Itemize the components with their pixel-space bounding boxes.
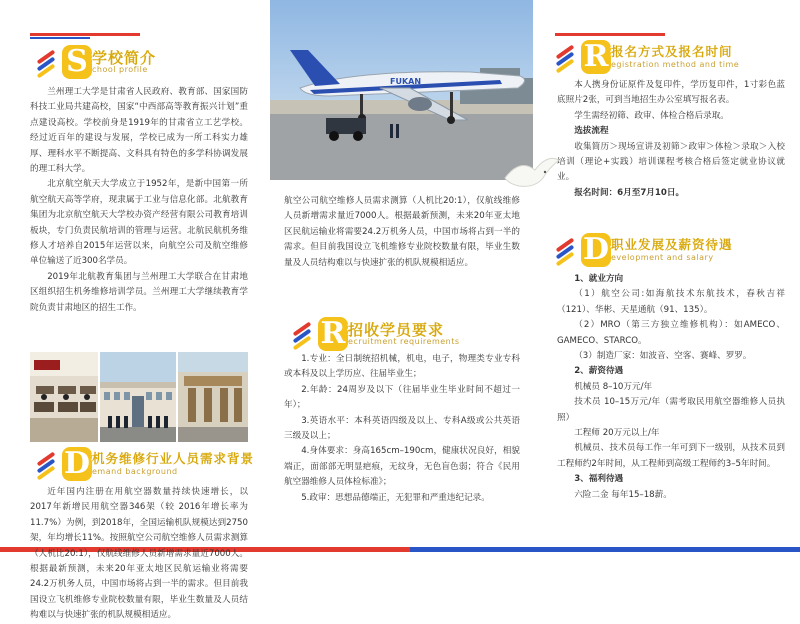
requirement-item: 3.英语水平：本科英语四级及以上、专科A级或公共英语三级及以上；: [284, 415, 520, 442]
airplane-photo: [270, 0, 533, 180]
stripes-icon: [553, 48, 579, 70]
section-initial: R: [581, 40, 611, 74]
stripes-icon: [34, 53, 60, 75]
registration-header: [553, 40, 798, 82]
section-initial: R: [318, 317, 348, 351]
top-accent-line: [555, 33, 665, 36]
stripes-icon: [553, 241, 579, 263]
paragraph: 六险二金 每年15–18薪。: [574, 489, 672, 500]
recruit-requirements: [284, 352, 520, 506]
paragraph: （1）航空公司:如海航技术东航技术，春秋吉祥（121）、华彬、天星通航（91、135）。: [557, 289, 785, 315]
requirement-item: 1.专业：全日制统招机械，机电，电子，物理类专业专科或本科及以上学历应、往届毕业生；: [284, 354, 520, 380]
paragraph: 工程师 20万元以上/年: [574, 428, 660, 439]
section-initial: S: [62, 45, 92, 79]
section-subtitle: egistration method and time: [611, 60, 740, 69]
panel-left: [0, 0, 268, 621]
section-initial: D: [63, 446, 90, 481]
paragraph: 收集简历＞现场宣讲及初筛＞政审＞体检＞录取＞入校培训（理论+实践）培训课程考核合格后签定就业协议就业。: [557, 141, 785, 183]
paragraph: 机械员 8–10万元/年: [574, 381, 653, 392]
panel-middle: [268, 0, 535, 593]
top-accent-line: [30, 33, 140, 36]
paragraph: （3）制造厂家：如波音、空客、赛峰、罗罗。: [574, 351, 752, 362]
paragraph: 技术员 10–15万元/年（需考取民用航空器维修人员执照）: [557, 397, 785, 423]
school-profile-header: [34, 45, 264, 87]
requirement-item: 5.政审：思想品德端正，无犯罪和严重违纪记录。: [301, 492, 490, 503]
demand-text-part2: [284, 194, 520, 271]
dove-icon: [495, 148, 565, 198]
section-subtitle: ecruitment requirements: [348, 337, 460, 346]
section-initial: D: [582, 232, 609, 267]
stripes-icon: [290, 325, 316, 347]
section-title: 机务维修行业人员需求背景: [92, 451, 255, 466]
campus-building-photo: [100, 352, 176, 442]
section-subtitle: emand background: [92, 467, 178, 476]
section-title: 职业发展及薪资待遇: [611, 237, 733, 252]
school-profile-text: [30, 85, 248, 316]
section-title: 招收学员要求: [348, 321, 445, 339]
section-subtitle: evelopment and salary: [611, 253, 714, 262]
paragraph: 机械员、技术员每工作一年可到下一级别，从技术员到工程师约2年时间，从工程师到高级工程师约3–5年时间。: [557, 443, 785, 469]
subheading: 1、就业方向: [574, 274, 624, 284]
panel-right: [535, 0, 800, 593]
paragraph: 本人携身份证原件及复印件，学历复印件，1寸彩色蓝底照片2张，可到当地招生办公室填写报名表。: [557, 80, 785, 106]
stripes-icon: [34, 455, 60, 477]
requirement-item: 2.年龄：24周岁及以下（往届毕业生毕业时间不超过一年）；: [284, 384, 520, 411]
airplane-livery-text: FUKAN: [390, 77, 422, 86]
selection-process-heading: 选拔流程: [574, 126, 609, 137]
demand-text-part1: [30, 485, 248, 621]
demand-header: [34, 447, 268, 489]
paragraph: 近年国内注册在用航空器数量持续快速增长，以2017年新增民用航空器346架（较 2016年增长率为11.7%）为例，到2018年，全国运输机队规模达到2750架，年均增长11%。按照航空公司航空维修人员需求测算（人机比20:1），仅航线维修人员新增需求量近7000人。根据最新预测，未来20年亚太地区民航运输业将需要24.2万机务人员，中国市场将占到一半的需求。但目前我国设立飞机维修专业院校数量有限，毕业生数量及人员结构难以与快速扩张的机队规模相适应。: [30, 487, 248, 621]
requirement-item: 4.身体要求：身高165cm–190cm，健康状况良好，相貌端正，面部部无明显疤痕，无纹身，无色盲色弱；符合《民用航空器维修人员体检标准》；: [284, 446, 520, 488]
subheading: 2、薪资待遇: [574, 366, 624, 377]
campus-gate-photo: [178, 352, 248, 442]
development-text: [557, 272, 785, 503]
development-header: [553, 233, 798, 275]
top-accent-line-blue: [30, 37, 90, 39]
classroom-photo: [30, 352, 98, 442]
paragraph: 2019年北航教育集团与兰州理工大学联合在甘肃地区组织招生机务维修培训学员。兰州理工大学继续教育学院负责甘肃地区的招生工作。: [30, 271, 248, 313]
paragraph: 学生需经初筛、政审、体检合格后录取。: [574, 110, 729, 121]
paragraph: 兰州理工大学是甘肃省人民政府、教育部、国家国防科技工业局共建高校，国家“中西部高等教育振兴计划”重点建设高校。学校前身是1919年的甘肃省立工艺学校。经过近百年的建设与发展，学校已成为一所工科实力雄厚、理科水平不断提高、文科具有特色的多学科协调发展的理工科大学。: [30, 87, 248, 175]
section-title: 学校简介: [92, 49, 157, 67]
section-title: 报名方式及报名时间: [611, 44, 733, 59]
paragraph: 北京航空航天大学成立于1952年，是新中国第一所航空航天高等学府，现隶属于工业与信息化部。北航教育集团为北京航空航天大学校办资产经营有限公司教育培训板块，专门负责民航培训的管理与运营。北航民航机务维修人才培养自2015年运营以来，向航空公司及航空维修单位输送了近300名学员。: [30, 179, 248, 267]
paragraph: （2）MRO（第三方独立维修机构）：如AMECO、GAMECO、STARCO。: [557, 320, 785, 346]
paragraph: 航空公司航空维修人员需求测算（人机比20:1），仅航线维修人员新增需求量近7000人。根据最新预测，未来20年亚太地区民航运输业将需要24.2万机务人员，中国市场将占到一半的需求。但目前我国设立飞机维修专业院校数量有限，毕业生数量及人员结构难以与快速扩张的机队规模相适应。: [284, 196, 520, 268]
section-subtitle: chool profile: [92, 65, 148, 74]
registration-text: [557, 78, 785, 201]
registration-time: 报名时间：6月至7月10日。: [574, 187, 685, 198]
subheading: 3、福利待遇: [574, 474, 624, 485]
